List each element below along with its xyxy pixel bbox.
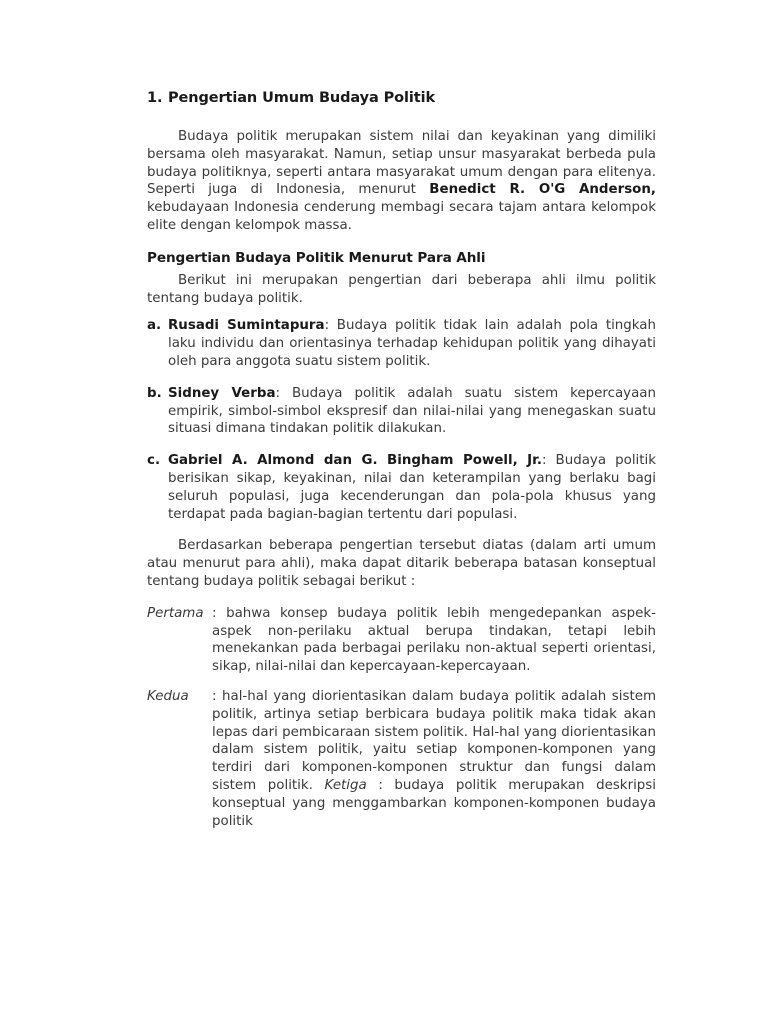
list-item xyxy=(147,317,656,370)
ordinal-label-kedua: Kedua xyxy=(147,688,189,704)
section-number: 1. xyxy=(147,90,163,106)
expert-name: Rusadi Sumintapura xyxy=(168,318,325,334)
list-item-text xyxy=(168,317,656,370)
kedua-text-part-2: : budaya politik merupakan deskripsi konseptual yang menggambarkan komponen-komponen budaya politik xyxy=(212,777,656,829)
experts-intro-paragraph: Berikut ini merupakan pengertian dari beberapa ahli ilmu politik tentang budaya politik. xyxy=(147,272,656,306)
list-item xyxy=(147,385,656,438)
expert-definition-list xyxy=(147,317,656,523)
page-title xyxy=(147,90,656,106)
document-content xyxy=(147,90,656,830)
list-item-text xyxy=(168,452,656,523)
expert-definition: : Budaya politik berisikan sikap, keyakinan, nilai dan keterampilan yang berlaku bagi seluruh populasi, juga kecenderungan dan pola-pola khusus yang terdapat pada bagian-bagian tertentu dari populasi. xyxy=(168,453,656,522)
kedua-text-part-1: : hal-hal yang diorientasikan dalam budaya politik adalah sistem politik, artinya setiap berbicara budaya politik maka tidak akan lepas dari pembicaraan sistem politik. Hal-hal yang diorientasikan dalam sistem politik, yaitu setiap komponen-komponen yang terdiri dari komponen-komponen struktur dan fungsi dalam sistem politik. xyxy=(212,688,656,793)
ordinal-text-pertama: : bahwa konsep budaya politik lebih mengedepankan aspek-aspek non-perilaku aktual berupa tindakan, tetapi lebih menekankan pada berbagai perilaku non-aktual seperti orientasi, sikap, nilai-nilai dan kepercayaan-kepercayaan. xyxy=(212,605,656,675)
ordinal-label-pertama: Pertama xyxy=(147,605,204,621)
intro-paragraph xyxy=(147,128,656,235)
ordinal-text-kedua xyxy=(212,688,656,830)
intro-text-part-2: kebudayaan Indonesia cenderung membagi secara tajam antara kelompok elite dengan kelompok massa. xyxy=(147,200,656,233)
intro-bold-name: Benedict R. O'G Anderson, xyxy=(429,182,656,198)
list-item-marker: b. xyxy=(147,385,162,401)
sub-heading: Pengertian Budaya Politik Menurut Para Ahli xyxy=(147,249,486,266)
list-item-text xyxy=(168,385,656,438)
ordinal-block-kedua xyxy=(147,688,656,830)
list-item-marker: a. xyxy=(147,318,162,334)
list-item-marker: c. xyxy=(147,453,161,469)
expert-name: Sidney Verba xyxy=(168,385,276,401)
expert-definition: : Budaya politik tidak lain adalah pola tingkah laku individu dan orientasinya terhadap kehidupan politik yang dihayati oleh para anggota suatu sistem politik. xyxy=(168,318,656,369)
list-item xyxy=(147,452,656,523)
conclusion-paragraph: Berdasarkan beberapa pengertian tersebut diatas (dalam arti umum atau menurut para ahli), maka dapat ditarik beberapa batasan konseptual tentang budaya politik sebagai berikut : xyxy=(147,538,656,589)
ordinal-label-ketiga: Ketiga xyxy=(324,777,367,793)
ordinal-block-pertama xyxy=(147,605,656,676)
intro-text-part-1: Budaya politik merupakan sistem nilai dan keyakinan yang dimiliki bersama oleh masyarakat. Namun, setiap unsur masyarakat berbeda pula budaya politiknya, seperti antara masyarakat umum dengan para elitenya. Seperti juga di Indonesia, menurut xyxy=(147,129,656,198)
expert-name: Gabriel A. Almond dan G. Bingham Powell, Jr. xyxy=(168,453,542,469)
expert-definition: : Budaya politik adalah suatu sistem kepercayaan empirik, simbol-simbol ekspresif dan nilai-nilai yang menegaskan suatu situasi dimana tindakan politik dilakukan. xyxy=(168,385,656,437)
section-title: Pengertian Umum Budaya Politik xyxy=(168,90,436,106)
